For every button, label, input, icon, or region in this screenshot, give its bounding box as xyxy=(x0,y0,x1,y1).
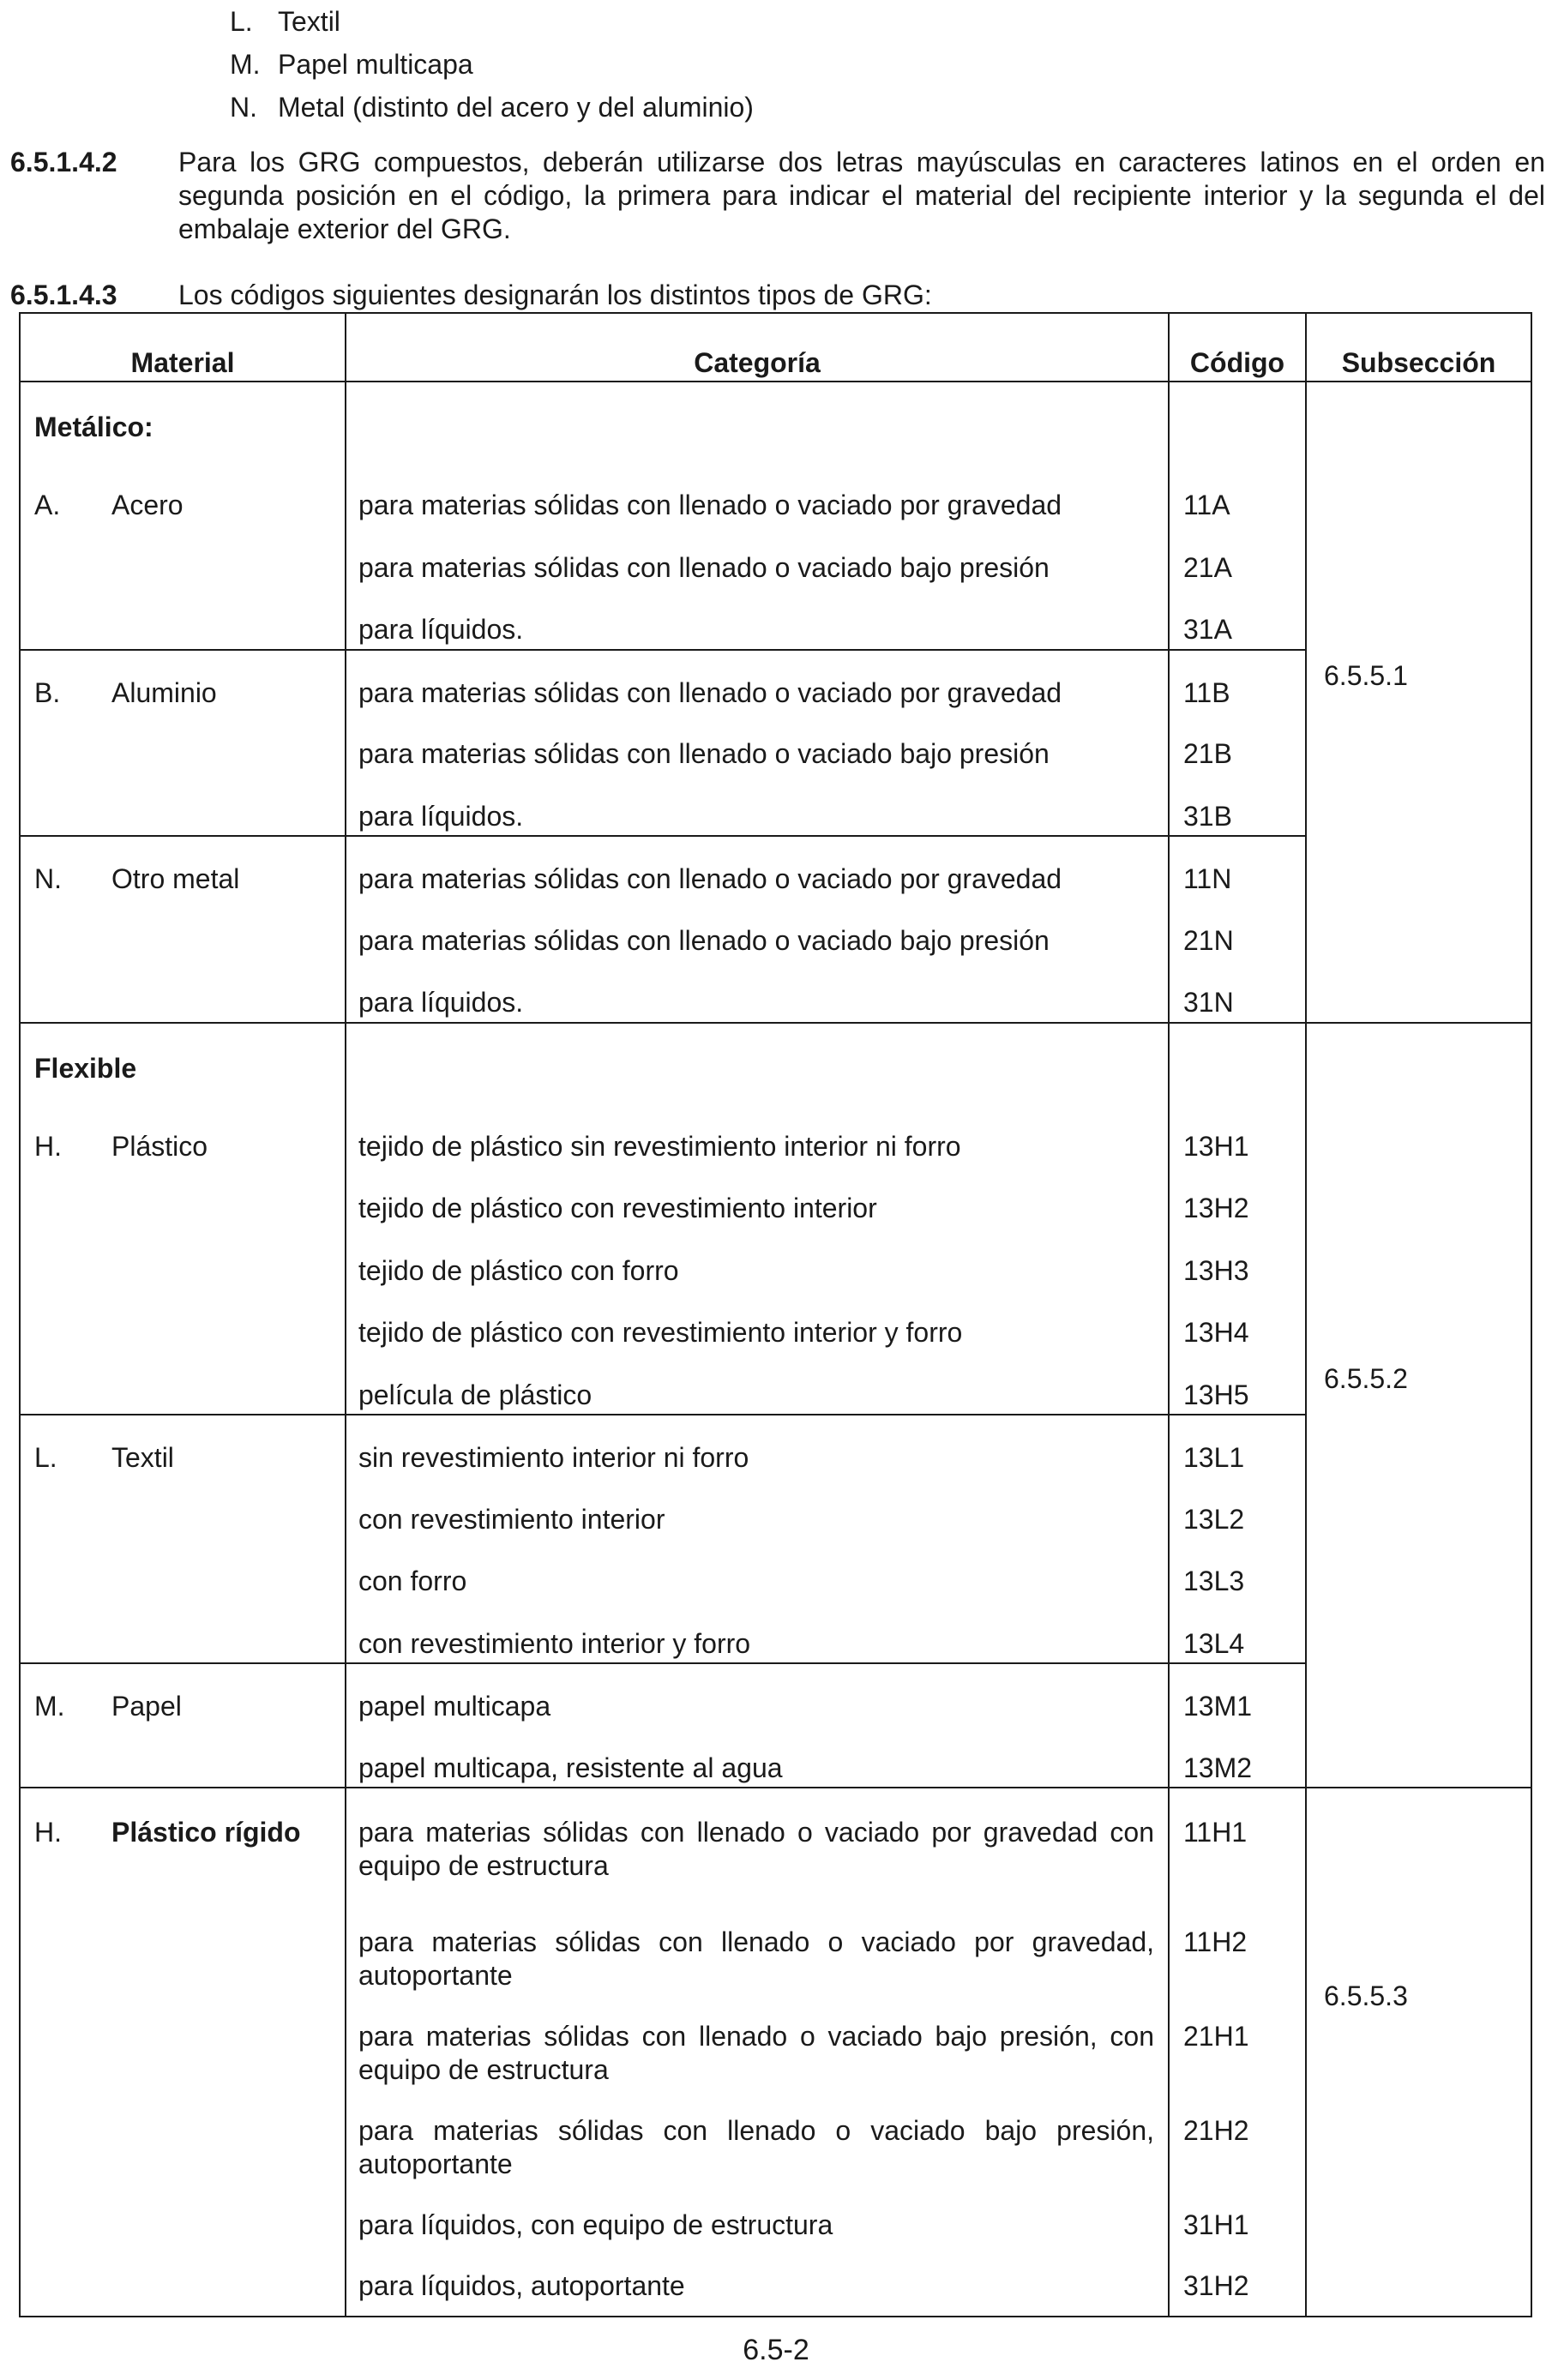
header-categoria: Categoría xyxy=(346,313,1169,382)
category-cell: para materias sólidas con llenado o vaciado por gravedad xyxy=(346,463,1169,526)
material-letter: M. xyxy=(34,1691,65,1722)
table-row xyxy=(20,960,1531,1023)
page-number: 6.5-2 xyxy=(743,2334,809,2366)
subseccion-cell: 6.5.5.1 xyxy=(1306,382,1531,1023)
category-cell: con revestimiento interior y forro xyxy=(346,1602,1169,1664)
paragraph-6-5-1-4-3 xyxy=(10,279,1545,312)
category-cell: para líquidos, con equipo de estructura xyxy=(346,2181,1169,2242)
table-row xyxy=(20,2087,1531,2181)
code-cell: 11H1 xyxy=(1169,1788,1306,1898)
material-letter: H. xyxy=(34,1130,62,1162)
code-cell: 13M1 xyxy=(1169,1663,1306,1726)
table-row xyxy=(20,1663,1531,1726)
material-name: Papel xyxy=(111,1691,182,1722)
table-row xyxy=(20,2181,1531,2242)
code-cell: 21H2 xyxy=(1169,2087,1306,2181)
material-letter: N. xyxy=(34,863,62,894)
category-cell: papel multicapa, resistente al agua xyxy=(346,1726,1169,1788)
paragraph-number: 6.5.1.4.2 xyxy=(10,147,117,177)
code-cell: 13L4 xyxy=(1169,1602,1306,1664)
category-cell: para materias sólidas con llenado o vaciado bajo presión xyxy=(346,712,1169,774)
code-cell: 21B xyxy=(1169,712,1306,774)
paragraph-text: Para los GRG compuestos, deberán utilizarse dos letras mayúsculas en caracteres latinos en el orden en segunda posición en el código, la primera para indicar el material del recipiente interior y la segunda el del embalaje exterior del GRG. xyxy=(178,147,1545,244)
table-row xyxy=(20,899,1531,961)
material-letter: A. xyxy=(34,490,61,520)
category-cell: película de plástico xyxy=(346,1353,1169,1415)
code-cell: 31A xyxy=(1169,587,1306,650)
material-name: Acero xyxy=(111,490,183,520)
code-cell: 11N xyxy=(1169,836,1306,899)
table-row xyxy=(20,774,1531,837)
code-cell: 11B xyxy=(1169,650,1306,712)
code-cell: 21A xyxy=(1169,526,1306,588)
category-cell: para líquidos. xyxy=(346,774,1169,837)
table-row xyxy=(20,712,1531,774)
table-row xyxy=(20,1726,1531,1788)
header-material: Material xyxy=(20,313,346,382)
code-cell: 21N xyxy=(1169,899,1306,961)
table-row xyxy=(20,1166,1531,1229)
code-cell: 13L2 xyxy=(1169,1477,1306,1540)
list-item xyxy=(230,86,754,129)
category-cell: para líquidos, autoportante xyxy=(346,2242,1169,2317)
table-row xyxy=(20,2242,1531,2317)
material-letter: H. xyxy=(34,1817,62,1848)
category-cell: para líquidos. xyxy=(346,960,1169,1023)
table-row xyxy=(20,1290,1531,1353)
category-cell: tejido de plástico con forro xyxy=(346,1229,1169,1291)
table-row xyxy=(20,526,1531,588)
table-row xyxy=(20,650,1531,712)
category-cell: para materias sólidas con llenado o vaciado por gravedad, autoportante xyxy=(346,1898,1169,1992)
code-cell: 11A xyxy=(1169,463,1306,526)
paragraph-number: 6.5.1.4.3 xyxy=(10,279,117,310)
category-cell: para materias sólidas con llenado o vaciado bajo presión, con equipo de estructura xyxy=(346,1992,1169,2087)
section-row-metalico xyxy=(20,382,1531,463)
code-cell: 13H4 xyxy=(1169,1290,1306,1353)
category-cell: sin revestimiento interior ni forro xyxy=(346,1415,1169,1477)
table-row xyxy=(20,1602,1531,1664)
table-row xyxy=(20,836,1531,899)
material-name: Plástico xyxy=(111,1130,208,1162)
subseccion-cell: 6.5.5.3 xyxy=(1306,1788,1531,2317)
table-row xyxy=(20,1415,1531,1477)
code-cell: 11H2 xyxy=(1169,1898,1306,1992)
table-row xyxy=(20,1353,1531,1415)
category-cell: con revestimiento interior xyxy=(346,1477,1169,1540)
list-item xyxy=(230,0,754,43)
list-text: Metal (distinto del acero y del aluminio) xyxy=(278,92,754,123)
category-cell: para materias sólidas con llenado o vaciado bajo presión xyxy=(346,526,1169,588)
list-text: Textil xyxy=(278,6,340,37)
category-cell: tejido de plástico con revestimiento interior y forro xyxy=(346,1290,1169,1353)
category-cell: tejido de plástico sin revestimiento interior ni forro xyxy=(346,1104,1169,1167)
category-cell: para materias sólidas con llenado o vaciado por gravedad xyxy=(346,650,1169,712)
list-item xyxy=(230,43,754,86)
category-cell: tejido de plástico con revestimiento interior xyxy=(346,1166,1169,1229)
section-title: Flexible xyxy=(20,1023,346,1104)
code-cell: 31H2 xyxy=(1169,2242,1306,2317)
code-cell: 13H2 xyxy=(1169,1166,1306,1229)
code-cell: 31N xyxy=(1169,960,1306,1023)
material-name: Textil xyxy=(111,1442,174,1473)
code-cell: 13M2 xyxy=(1169,1726,1306,1788)
code-cell: 13H5 xyxy=(1169,1353,1306,1415)
list-letter: L. xyxy=(230,6,253,37)
material-letter: L. xyxy=(34,1442,57,1473)
code-cell: 13L3 xyxy=(1169,1539,1306,1602)
table-row xyxy=(20,1992,1531,2087)
table-row xyxy=(20,463,1531,526)
category-cell: para materias sólidas con llenado o vaciado por gravedad xyxy=(346,836,1169,899)
table-row xyxy=(20,1539,1531,1602)
table-row xyxy=(20,1104,1531,1167)
paragraph-6-5-1-4-2 xyxy=(10,146,1545,246)
code-cell: 13H1 xyxy=(1169,1104,1306,1167)
subseccion-cell: 6.5.5.2 xyxy=(1306,1023,1531,1788)
material-name: Plástico rígido xyxy=(111,1817,301,1848)
code-cell: 31H1 xyxy=(1169,2181,1306,2242)
code-cell: 21H1 xyxy=(1169,1992,1306,2087)
list-letter: N. xyxy=(230,92,257,123)
category-cell: para materias sólidas con llenado o vaciado por gravedad con equipo de estructura xyxy=(346,1788,1169,1898)
category-cell: para materias sólidas con llenado o vaciado bajo presión xyxy=(346,899,1169,961)
section-row-flexible xyxy=(20,1023,1531,1104)
table-row xyxy=(20,1788,1531,1898)
table-row xyxy=(20,587,1531,650)
category-cell: papel multicapa xyxy=(346,1663,1169,1726)
category-cell: para líquidos. xyxy=(346,587,1169,650)
table-row xyxy=(20,1898,1531,1992)
table-header-row xyxy=(20,313,1531,382)
material-letter: B. xyxy=(34,676,61,708)
grg-codes-table xyxy=(19,312,1532,2317)
code-cell: 13H3 xyxy=(1169,1229,1306,1291)
table-row xyxy=(20,1229,1531,1291)
table-row xyxy=(20,1477,1531,1540)
list-letter: M. xyxy=(230,49,261,80)
code-cell: 13L1 xyxy=(1169,1415,1306,1477)
material-name: Otro metal xyxy=(111,863,240,894)
category-cell: con forro xyxy=(346,1539,1169,1602)
header-subseccion: Subsección xyxy=(1306,313,1531,382)
header-codigo: Código xyxy=(1169,313,1306,382)
paragraph-text: Los códigos siguientes designarán los distintos tipos de GRG: xyxy=(178,279,932,310)
list-text: Papel multicapa xyxy=(278,49,473,80)
material-name: Aluminio xyxy=(111,676,217,708)
section-title: Metálico: xyxy=(34,412,153,442)
material-list xyxy=(230,0,754,129)
category-cell: para materias sólidas con llenado o vaciado bajo presión, autoportante xyxy=(346,2087,1169,2181)
code-cell: 31B xyxy=(1169,774,1306,837)
